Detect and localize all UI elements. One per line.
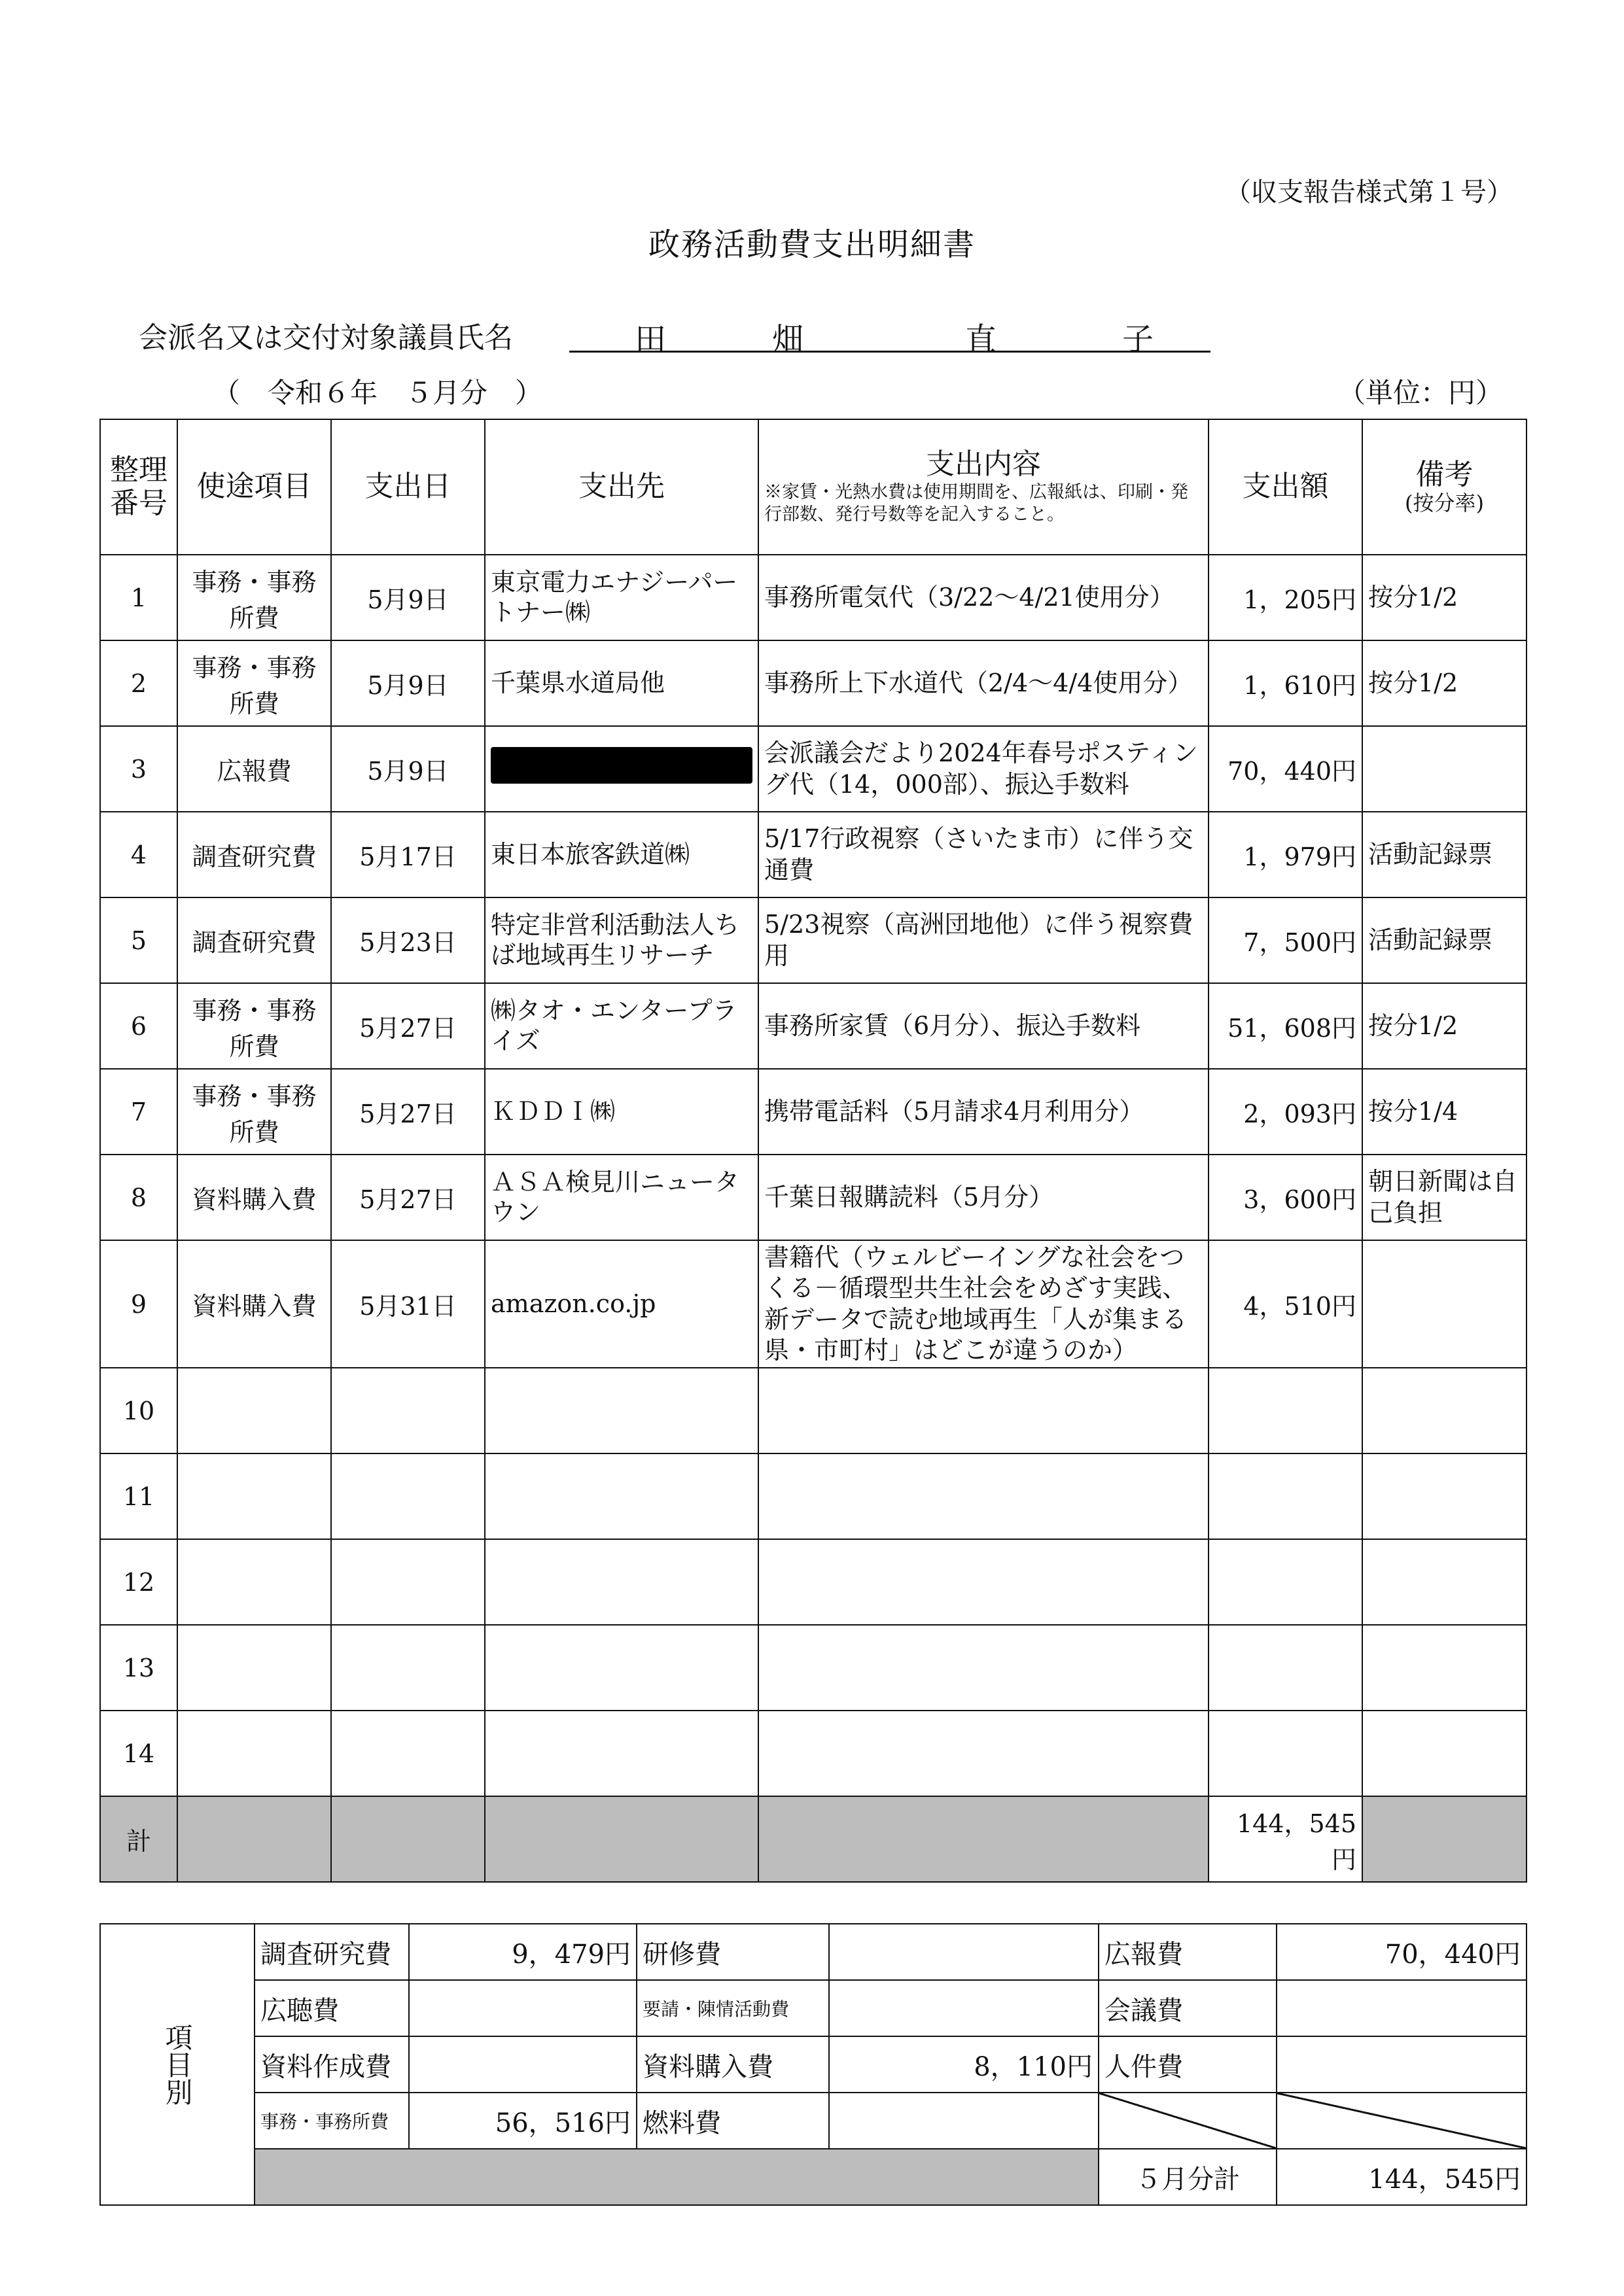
table-row: [100, 1625, 1527, 1711]
name-char-1: 田: [635, 321, 667, 358]
name-char-2: 畑: [772, 321, 804, 358]
row-use: [177, 1711, 331, 1796]
row-payee: [485, 1453, 758, 1539]
table-row: [100, 1069, 1527, 1155]
table-row: [100, 1539, 1527, 1625]
cat-petition-value: [829, 1980, 1099, 2036]
header-note-title: 備考: [1415, 457, 1474, 491]
row-note: [1362, 726, 1527, 812]
row-note: [1362, 1240, 1527, 1368]
row-date: 5月9日: [331, 726, 485, 812]
month-total-label: ５月分計: [1099, 2149, 1277, 2205]
cat-personnel-value: [1277, 2036, 1527, 2093]
cat-office-label: 事務・事務所費: [255, 2093, 409, 2149]
table-row: [100, 640, 1527, 726]
row-no: 9: [100, 1240, 177, 1368]
header-note-sub: (按分率): [1405, 491, 1484, 516]
header-note: [1362, 419, 1527, 555]
row-content: [758, 1368, 1209, 1453]
cat-pr-label: 広報費: [1099, 1924, 1277, 1980]
document-title: 政務活動費支出明細書: [648, 226, 976, 263]
row-amount: 7，500円: [1209, 897, 1362, 983]
header-content: [758, 419, 1209, 555]
shaded-blank-cell: [255, 2149, 1099, 2205]
row-no: 7: [100, 1069, 177, 1155]
row-payee: 千葉県水道局他: [485, 640, 758, 726]
row-date: 5月9日: [331, 555, 485, 640]
row-amount: 3，600円: [1209, 1155, 1362, 1240]
header-payee: 支出先: [485, 419, 758, 555]
total-amount: 144，545円: [1209, 1796, 1362, 1882]
row-payee: 特定非営利活動法人ちば地域再生リサーチ: [485, 897, 758, 983]
cat-meeting-label: 会議費: [1099, 1980, 1277, 2036]
row-content: 5/23視察（高洲団地他）に伴う視察費用: [758, 897, 1209, 983]
row-note: 活動記録票: [1362, 897, 1527, 983]
cat-materials-creation-label: 資料作成費: [255, 2036, 409, 2093]
row-no: 5: [100, 897, 177, 983]
row-use: [177, 1368, 331, 1453]
row-date: 5月31日: [331, 1240, 485, 1368]
category-summary-table: [99, 1923, 1527, 2206]
diagonal-blank-cell: [1099, 2093, 1277, 2149]
row-content: 千葉日報購読料（5月分）: [758, 1155, 1209, 1240]
row-payee: ㈱タオ・エンタープライズ: [485, 983, 758, 1069]
cat-materials-creation-value: [409, 2036, 637, 2093]
row-note: 活動記録票: [1362, 812, 1527, 897]
row-amount: 1，979円: [1209, 812, 1362, 897]
header-no: 整理番号: [100, 419, 177, 555]
row-date: 5月27日: [331, 1069, 485, 1155]
row-no: 2: [100, 640, 177, 726]
row-note: 按分1/4: [1362, 1069, 1527, 1155]
row-use: 事務・事務所費: [177, 1069, 331, 1155]
diagonal-blank-cell: [1277, 2093, 1527, 2149]
row-amount: [1209, 1368, 1362, 1453]
row-date: [331, 1625, 485, 1711]
table-row: [100, 1711, 1527, 1796]
row-note: [1362, 1453, 1527, 1539]
cat-fuel-label: 燃料費: [637, 2093, 829, 2149]
row-amount: 70，440円: [1209, 726, 1362, 812]
cat-training-label: 研修費: [637, 1924, 829, 1980]
row-date: [331, 1711, 485, 1796]
row-amount: [1209, 1625, 1362, 1711]
header-amount: 支出額: [1209, 419, 1362, 555]
row-payee: [485, 1368, 758, 1453]
table-row: [100, 555, 1527, 640]
row-note: 按分1/2: [1362, 983, 1527, 1069]
category-vertical-label: 項目別: [100, 1924, 255, 2205]
cat-fuel-value: [829, 2093, 1099, 2149]
row-date: [331, 1368, 485, 1453]
total-shaded-cell: [331, 1796, 485, 1882]
row-note: [1362, 1368, 1527, 1453]
form-number-label: （収支報告様式第１号）: [1225, 177, 1513, 207]
name-char-3: 直: [965, 321, 997, 358]
row-date: 5月17日: [331, 812, 485, 897]
table-row: [100, 1240, 1527, 1368]
row-payee: 東京電力エナジーパートナー㈱: [485, 555, 758, 640]
row-payee: 東日本旅客鉄道㈱: [485, 812, 758, 897]
row-date: [331, 1453, 485, 1539]
cat-materials-purchase-value: 8，110円: [829, 2036, 1099, 2093]
header-content-title: 支出内容: [926, 447, 1041, 481]
row-no: 6: [100, 983, 177, 1069]
row-no: 8: [100, 1155, 177, 1240]
row-use: 調査研究費: [177, 897, 331, 983]
row-payee: amazon.co.jp: [485, 1240, 758, 1368]
row-no: 12: [100, 1539, 177, 1625]
row-no: 14: [100, 1711, 177, 1796]
total-label: 計: [100, 1796, 177, 1882]
currency-unit: （単位：円）: [1337, 377, 1503, 409]
reporting-period: （ 令和６年 ５月分 ）: [213, 377, 543, 409]
row-note: 按分1/2: [1362, 555, 1527, 640]
row-use: 事務・事務所費: [177, 555, 331, 640]
row-use: 事務・事務所費: [177, 640, 331, 726]
table-row: [100, 1155, 1527, 1240]
row-amount: 1，610円: [1209, 640, 1362, 726]
row-amount: [1209, 1453, 1362, 1539]
cat-materials-purchase-label: 資料購入費: [637, 2036, 829, 2093]
row-amount: [1209, 1539, 1362, 1625]
row-date: 5月9日: [331, 640, 485, 726]
cat-personnel-label: 人件費: [1099, 2036, 1277, 2093]
row-content: [758, 1453, 1209, 1539]
row-use: [177, 1625, 331, 1711]
table-header-row: [100, 419, 1527, 555]
row-amount: 1，205円: [1209, 555, 1362, 640]
table-row: [100, 1453, 1527, 1539]
table-row: [100, 812, 1527, 897]
row-amount: 51，608円: [1209, 983, 1362, 1069]
row-payee: [485, 1711, 758, 1796]
cat-meeting-value: [1277, 1980, 1527, 2036]
cat-pr-value: 70，440円: [1277, 1924, 1527, 1980]
row-no: 11: [100, 1453, 177, 1539]
row-content: 書籍代（ウェルビーイングな社会をつくる－循環型共生社会をめざす実践、新データで読む地域再生「人が集まる県・市町村」はどこが違うのか）: [758, 1240, 1209, 1368]
total-shaded-cell: [177, 1796, 331, 1882]
row-content: 会派議会だより2024年春号ポスティング代（14，000部）、振込手数料: [758, 726, 1209, 812]
cat-petition-label: 要請・陳情活動費: [637, 1980, 829, 2036]
row-no: 10: [100, 1368, 177, 1453]
row-no: 3: [100, 726, 177, 812]
total-row: [100, 1796, 1527, 1882]
table-row: [100, 1368, 1527, 1453]
row-use: [177, 1539, 331, 1625]
row-content: 事務所上下水道代（2/4～4/4使用分）: [758, 640, 1209, 726]
table-row: [100, 897, 1527, 983]
row-content: 5/17行政視察（さいたま市）に伴う交通費: [758, 812, 1209, 897]
row-note: [1362, 1625, 1527, 1711]
row-amount: [1209, 1711, 1362, 1796]
row-payee: ＡＳＡ検見川ニュータウン: [485, 1155, 758, 1240]
row-content: 事務所家賃（6月分）、振込手数料: [758, 983, 1209, 1069]
row-note: [1362, 1539, 1527, 1625]
row-date: 5月27日: [331, 1155, 485, 1240]
row-payee: [485, 1539, 758, 1625]
row-content: 携帯電話料（5月請求4月利用分）: [758, 1069, 1209, 1155]
row-note: 朝日新聞は自己負担: [1362, 1155, 1527, 1240]
row-payee: ＫＤＤＩ㈱: [485, 1069, 758, 1155]
row-payee: [485, 1625, 758, 1711]
row-content: [758, 1625, 1209, 1711]
row-payee-redacted: [485, 726, 758, 812]
row-use: 調査研究費: [177, 812, 331, 897]
row-use: 資料購入費: [177, 1155, 331, 1240]
row-no: 13: [100, 1625, 177, 1711]
expense-table: [99, 419, 1527, 1883]
row-use: [177, 1453, 331, 1539]
row-note: 按分1/2: [1362, 640, 1527, 726]
cat-research-label: 調査研究費: [255, 1924, 409, 1980]
row-use: 事務・事務所費: [177, 983, 331, 1069]
header-content-note: ※家賃・光熱水費は使用期間を、広報紙は、印刷・発行部数、発行号数等を記入すること。: [764, 482, 1188, 525]
header-use: 使途項目: [177, 419, 331, 555]
table-row: [100, 983, 1527, 1069]
month-total-value: 144，545円: [1277, 2149, 1527, 2205]
row-content: 事務所電気代（3/22～4/21使用分）: [758, 555, 1209, 640]
cat-hearing-label: 広聴費: [255, 1980, 409, 2036]
total-shaded-cell: [1362, 1796, 1527, 1882]
table-row: [100, 726, 1527, 812]
row-use: 広報費: [177, 726, 331, 812]
row-no: 4: [100, 812, 177, 897]
name-char-4: 子: [1122, 321, 1154, 358]
row-content: [758, 1711, 1209, 1796]
row-content: [758, 1539, 1209, 1625]
total-shaded-cell: [485, 1796, 758, 1882]
header-date: 支出日: [331, 419, 485, 555]
row-note: [1362, 1711, 1527, 1796]
name-label: 会派名又は交付対象議員氏名: [139, 321, 513, 355]
cat-office-value: 56，516円: [409, 2093, 637, 2149]
row-date: 5月27日: [331, 983, 485, 1069]
row-use: 資料購入費: [177, 1240, 331, 1368]
cat-research-value: 9，479円: [409, 1924, 637, 1980]
redaction-block: [491, 747, 752, 784]
row-date: [331, 1539, 485, 1625]
row-amount: 2，093円: [1209, 1069, 1362, 1155]
cat-hearing-value: [409, 1980, 637, 2036]
row-no: 1: [100, 555, 177, 640]
total-shaded-cell: [758, 1796, 1209, 1882]
cat-training-value: [829, 1924, 1099, 1980]
row-amount: 4，510円: [1209, 1240, 1362, 1368]
row-date: 5月23日: [331, 897, 485, 983]
member-name: [569, 307, 1210, 358]
